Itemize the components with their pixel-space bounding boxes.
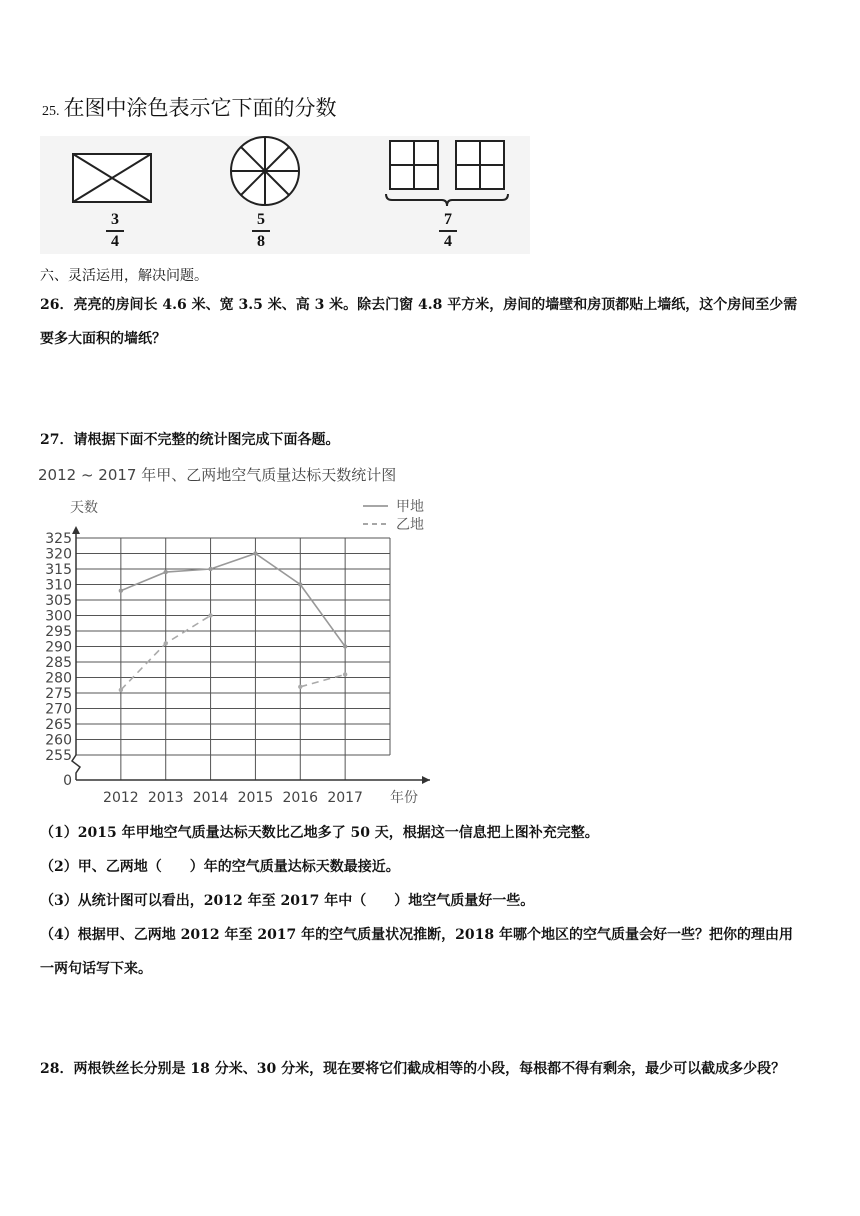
- data-point-0: [343, 644, 347, 648]
- legend-label-jia: 甲地: [396, 499, 424, 515]
- x-tick-label: 2016: [282, 790, 319, 806]
- denominator: 4: [444, 233, 452, 250]
- y-tick-label: 315: [45, 562, 72, 578]
- data-point-1: [119, 688, 123, 692]
- question-26-line-2: 要多大面积的墙纸？: [40, 331, 166, 347]
- x-axis-label: 年份: [390, 790, 418, 806]
- rectangle-figure: [73, 154, 151, 202]
- y-axis-arrow: [72, 526, 80, 534]
- axis-break: [72, 755, 80, 780]
- fraction-3-4: [100, 211, 130, 251]
- y-tick-label: 265: [45, 717, 72, 733]
- line-chart: [30, 460, 450, 810]
- data-point-0: [208, 567, 212, 571]
- data-point-1: [208, 613, 212, 617]
- chart-grid: [72, 526, 430, 784]
- question-27-sub-3: （3）从统计图可以看出，2012 年至 2017 年中（ ）地空气质量好一些。: [40, 893, 535, 909]
- question-26-line-1: 26．亮亮的房间长 4.6 米、宽 3.5 米、高 3 米。除去门窗 4.8 平方米，房间的墙壁和房顶都贴上墙纸，这个房间至少需: [40, 297, 798, 313]
- fraction-bar: [106, 230, 124, 232]
- numerator: 5: [257, 211, 265, 228]
- fraction-5-8: [246, 211, 276, 251]
- question-27-sub-1: （1）2015 年甲地空气质量达标天数比乙地多了 50 天，根据这一信息把上图补充完整。: [40, 825, 599, 841]
- fraction-7-4: [433, 211, 463, 251]
- y-tick-label: 255: [45, 748, 72, 764]
- data-point-0: [253, 551, 257, 555]
- y-tick-label: 270: [45, 701, 72, 718]
- numerator: 7: [444, 211, 452, 228]
- question-28: 28．两根铁丝长分别是 18 分米、30 分米，现在要将它们截成相等的小段，每根都不得有剩余，最少可以截成多少段？: [40, 1061, 786, 1077]
- numerator: 3: [111, 211, 119, 228]
- legend-label-yi: 乙地: [396, 517, 424, 533]
- question-27-sub-2: （2）甲、乙两地（ ）年的空气质量达标天数最接近。: [40, 859, 400, 875]
- data-point-0: [119, 589, 123, 593]
- fraction-bar: [439, 230, 457, 232]
- data-point-1: [343, 672, 347, 676]
- y-tick-label: 275: [45, 686, 72, 702]
- question-25-title: [42, 92, 337, 122]
- denominator: 4: [111, 233, 119, 250]
- y-tick-label: 290: [45, 639, 72, 656]
- x-tick-label: 2014: [192, 790, 229, 806]
- chart-series: [119, 551, 348, 692]
- y-tick-label: 260: [45, 732, 72, 749]
- y-tick-label: 305: [45, 593, 72, 609]
- fraction-bar: [252, 230, 270, 232]
- series-line-1: [300, 674, 345, 686]
- chart-title: 2012 ~ 2017 年甲、乙两地空气质量达标天数统计图: [38, 466, 397, 484]
- question-number: 25.: [42, 104, 60, 119]
- data-point-0: [164, 570, 168, 574]
- y-tick-label: 0: [63, 773, 72, 789]
- y-tick-label: 310: [45, 577, 72, 594]
- chart-tick-labels: [45, 531, 363, 806]
- data-point-1: [298, 685, 302, 689]
- circle-figure: [231, 137, 299, 205]
- y-tick-label: 325: [45, 531, 72, 547]
- x-tick-label: 2012: [103, 790, 139, 806]
- y-axis-label: 天数: [70, 500, 98, 516]
- y-tick-label: 300: [45, 608, 72, 625]
- question-27-intro: 27．请根据下面不完整的统计图完成下面各题。: [40, 432, 340, 448]
- y-tick-label: 280: [45, 670, 72, 687]
- chart-legend: [363, 498, 424, 533]
- question-27-sub-4-line-1: （4）根据甲、乙两地 2012 年至 2017 年的空气质量状况推断，2018 年哪个地区的空气质量会好一些？把你的理由用: [40, 927, 794, 943]
- x-tick-label: 2013: [147, 790, 184, 806]
- question-27-sub-4-line-2: 一两句话写下来。: [40, 961, 152, 977]
- denominator: 8: [257, 233, 265, 250]
- question-text: 在图中涂色表示它下面的分数: [63, 96, 337, 120]
- x-tick-label: 2017: [327, 790, 363, 806]
- data-point-0: [298, 582, 302, 586]
- y-tick-label: 285: [45, 655, 72, 671]
- y-tick-label: 295: [45, 624, 72, 640]
- x-tick-label: 2015: [237, 790, 274, 806]
- data-point-1: [164, 641, 168, 645]
- section-6-heading: 六、灵活运用，解决问题。: [40, 268, 208, 284]
- y-tick-label: 320: [45, 546, 72, 563]
- x-axis-arrow: [422, 776, 430, 784]
